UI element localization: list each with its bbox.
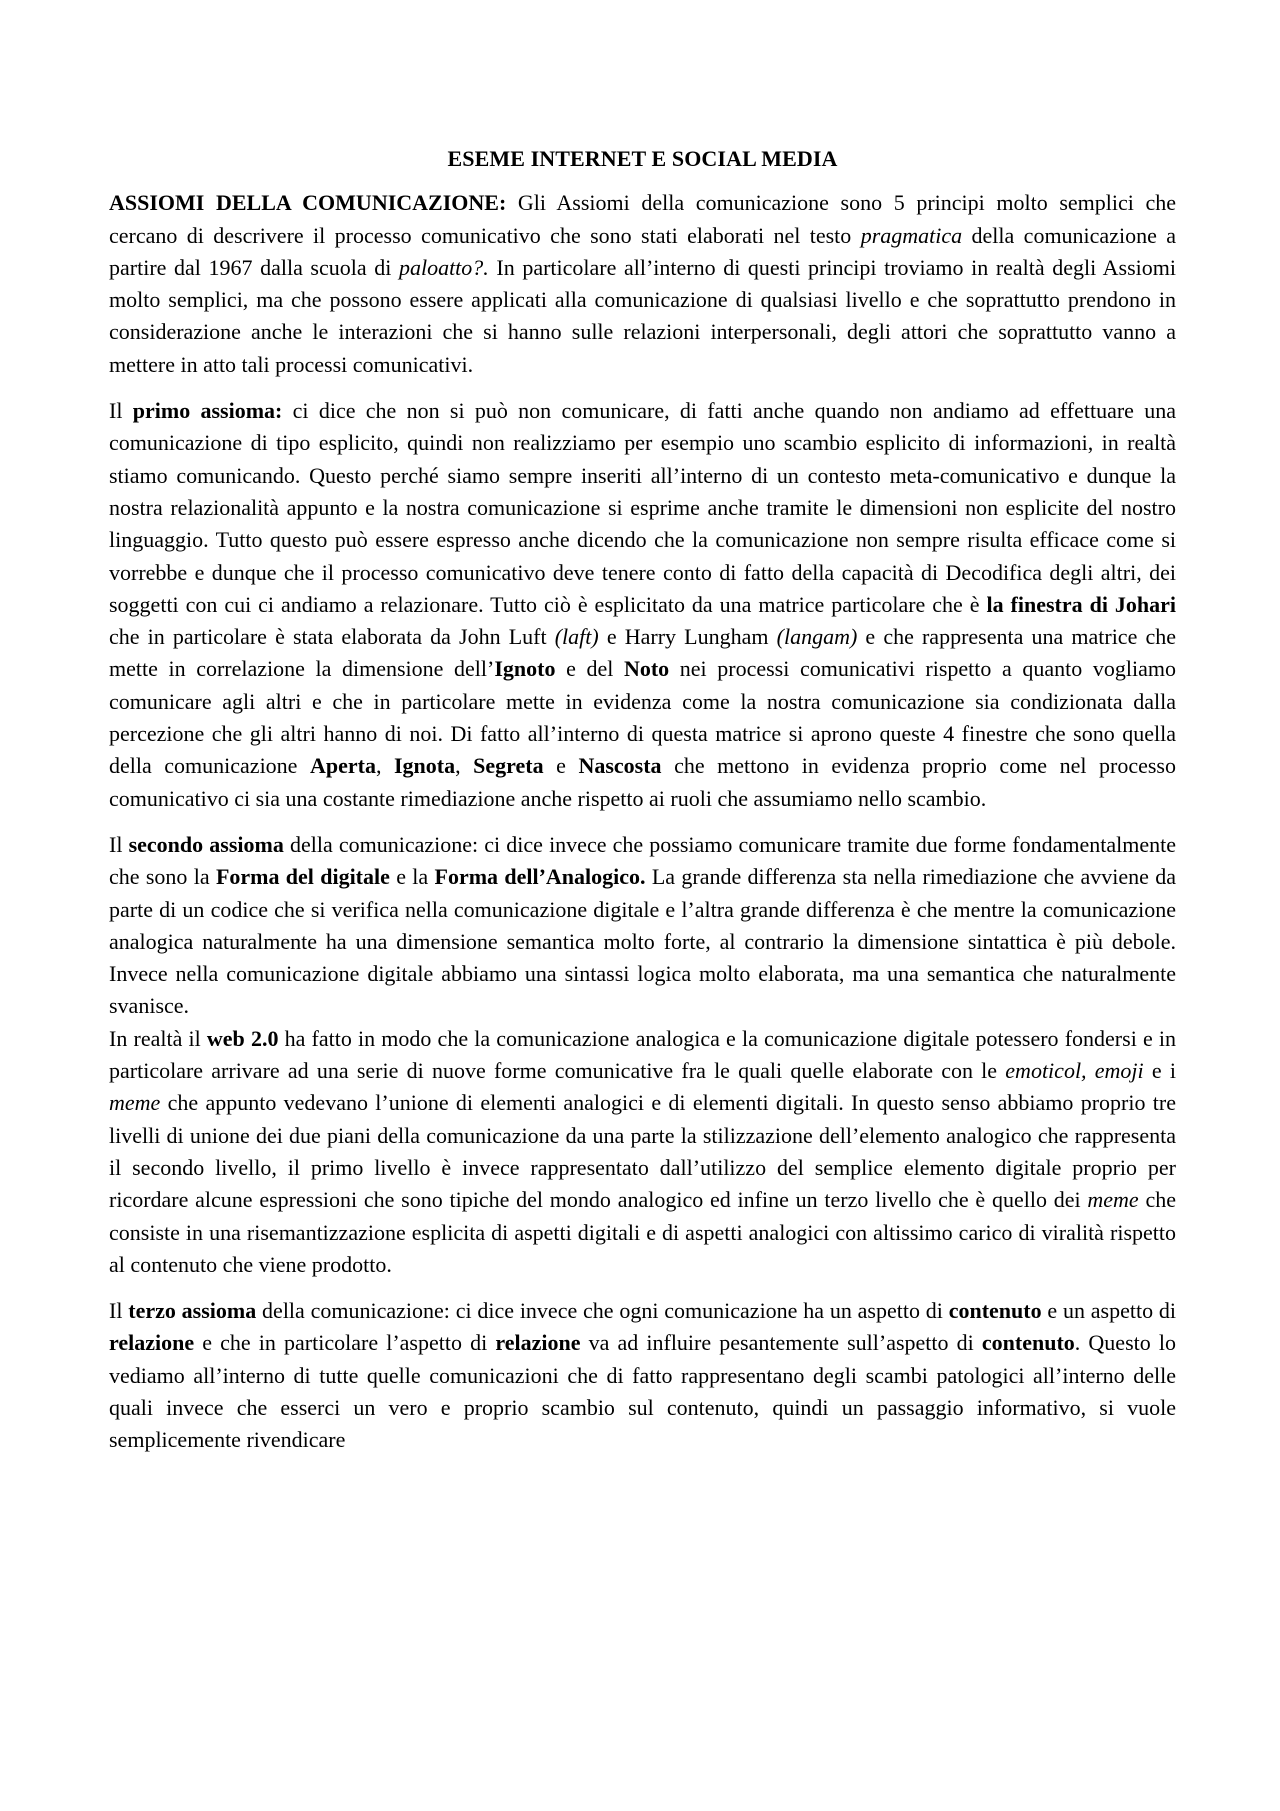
text-run: che appunto vedevano l’unione di elementi analogici e di elementi digitali. In questo senso abbiamo proprio tre livelli di unione dei due piani della comunicazione da una parte la stilizzazione dell’elemento analogico che rappresenta il secondo livello, il primo livello è invece rappresentato dall’utilizzo del semplice elemento digitale proprio per ricordare alcune espressioni che sono tipiche del mondo analogico ed infine un terzo livello che è quello dei [109,1090,1176,1213]
paragraph-assiomi-intro [109,187,1176,381]
bold-term: relazione [495,1330,581,1356]
text-run: e i [1143,1058,1176,1084]
text-run: In particolare all’interno di questi principi troviamo in realtà degli Assiomi molto semplici, ma che possono essere applicati alla comunicazione di qualsiasi livello e che soprattutto prendono in considerazione anche le interazioni che si hanno sulle relazioni interpersonali, degli attori che soprattutto vanno a mettere in atto tali processi comunicativi. [109,254,1176,377]
bold-term: terzo assioma [128,1298,257,1324]
text-run: e la [389,864,435,890]
document-title: ESEME INTERNET E SOCIAL MEDIA [447,146,838,171]
paragraph-web-2-0 [109,1023,1176,1281]
text-run: che mettono in evidenza proprio come nel processo comunicativo ci sia una costante rimediazione anche rispetto ai ruoli che assumiamo nello scambio. [109,753,1176,811]
italic-term: emoticol, emoji [1005,1058,1144,1084]
text-run: che in particolare è stata elaborata da John Luft [109,624,555,650]
text-run: e Harry Lungham [598,624,777,650]
bold-term: Forma dell’Analogico. [434,864,646,890]
text-run: della comunicazione a partire dal 1967 dalla scuola di [109,222,1176,280]
text-run: e del [555,656,624,682]
document-body [109,143,1176,1457]
italic-term: paloatto?. [398,254,489,280]
text-run: e che in particolare l’aspetto di [194,1330,496,1356]
bold-term: Nascosta [578,753,662,779]
text-run: Il [109,1298,129,1324]
bold-term: web 2.0 [206,1025,279,1051]
bold-term: la finestra di Johari [986,591,1177,617]
section-heading: ASSIOMI DELLA COMUNICAZIONE: [109,190,507,216]
italic-term: meme [1087,1187,1139,1213]
text-run: che consiste in una risemantizzazione esplicita di aspetti digitali e di aspetti analogici con altissimo carico di viralità rispetto al contenuto che viene prodotto. [109,1187,1176,1277]
paragraph-terzo-assioma [109,1295,1176,1456]
italic-term: pragmatica [860,222,963,248]
bold-term: secondo assioma [128,831,284,857]
text-run: e [543,753,579,779]
text-run: , [455,753,474,779]
text-run: Gli Assiomi della comunicazione sono 5 principi molto semplici che cercano di descrivere il processo comunicativo che sono stati elaborati nel testo [109,190,1176,248]
italic-term: (laft) [554,624,599,650]
text-run: Il [109,831,129,857]
text-run: ha fatto in modo che la comunicazione analogica e la comunicazione digitale potessero fondersi e in particolare arrivare ad una serie di nuove forme comunicative fra le quali quelle elaborate con le [109,1025,1177,1084]
text-run: della comunicazione: ci dice invece che ogni comunicazione ha un aspetto di [256,1298,949,1324]
text-run: . Questo lo vediamo all’interno di tutte quelle comunicazioni che di fatto rappresentano degli scambi patologici all’interno delle quali invece che esserci un vero e proprio scambio sul contenuto, quindi un passaggio informativo, si vuole semplicemente rivendicare [109,1330,1176,1453]
bold-term: Ignota [394,753,456,779]
italic-term: (langam) [776,624,858,650]
text-run: e che rappresenta una matrice che mette in correlazione la dimensione dell’ [109,624,1176,682]
bold-term: Aperta [309,753,376,779]
bold-term: contenuto [948,1298,1042,1324]
bold-term: Ignoto [494,656,556,682]
paragraph-secondo-assioma [109,829,1176,1023]
text-run: La grande differenza sta nella rimediazione che avviene da parte di un codice che si verifica nella comunicazione digitale e l’altra grande differenza è che mentre la comunicazione analogica naturalmente ha una dimensione semantica molto forte, al contrario la dimensione sintattica è più debole. Invece nella comunicazione digitale abbiamo una sintassi logica molto elaborata, ma una semantica che naturalmente svanisce. [109,864,1176,1019]
bold-term: primo assioma: [132,398,283,424]
bold-term: Forma del digitale [215,864,390,890]
text-run: e un aspetto di [1041,1298,1176,1324]
text-run: nei processi comunicativi rispetto a quanto vogliamo comunicare agli altri e che in particolare mette in evidenza come la nostra comunicazione sia condizionata dalla percezione che gli altri hanno di noi. Di fatto all’interno di questa matrice si aprono queste 4 finestre che sono quella della comunicazione [109,656,1176,779]
text-run: ci dice che non si può non comunicare, di fatti anche quando non andiamo ad effettuare una comunicazione di tipo esplicito, quindi non realizziamo per esempio uno scambio esplicito di informazioni, in realtà stiamo comunicando. Questo perché siamo sempre inseriti all’interno di un contesto meta-comunicativo e dunque la nostra relazionalità appunto e la nostra comunicazione si esprime anche tramite le dimensioni non esplicite del nostro linguaggio. Tutto questo può essere espresso anche dicendo che la comunicazione non sempre risulta efficace come si vorrebbe e dunque che il processo comunicativo deve tenere conto di fatto della capacità di Decodifica degli altri, dei soggetti con cui ci andiamo a relazionare. Tutto ciò è esplicitato da una matrice particolare che è [109,398,1176,617]
paragraph-primo-assioma [109,395,1176,815]
bold-term: relazione [109,1330,195,1356]
text-run: , [375,753,394,779]
text-run: In realtà il [109,1025,207,1051]
text-run: della comunicazione: ci dice invece che possiamo comunicare tramite due forme fondamentalmente che sono la [109,831,1176,890]
bold-term: Noto [623,656,670,682]
bold-term: contenuto [981,1330,1075,1356]
italic-term: meme [109,1090,161,1116]
text-run: va ad influire pesantemente sull’aspetto di [580,1330,982,1356]
text-run: Il [109,398,133,424]
bold-term: Segreta [473,753,544,779]
